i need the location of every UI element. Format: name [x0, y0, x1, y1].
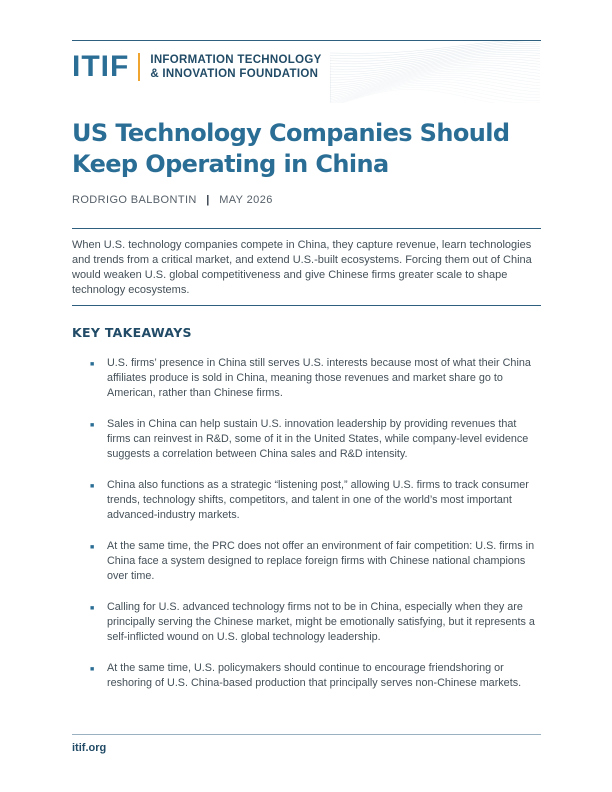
footer-website-link[interactable]: itif.org [72, 742, 107, 754]
itif-logo[interactable] [72, 50, 322, 84]
takeaway-text: China also functions as a strategic “listening post,” allowing U.S. firms to track consumer trends, technology shifts, competitors, and talent in one of the world’s most important advanced-industry markets. [107, 479, 529, 521]
takeaway-item [90, 661, 542, 691]
takeaway-text: At the same time, the PRC does not offer an environment of fair competition: U.S. firms in China face a system designed to replace foreign firms with Chinese national champions over time. [107, 540, 535, 582]
logo-line-1: INFORMATION TECHNOLOGY [150, 54, 322, 66]
key-takeaways-list [90, 356, 542, 707]
publication-date: MAY 2026 [219, 194, 273, 206]
square-bullet-icon: ■ [90, 666, 95, 673]
takeaway-item [90, 539, 542, 584]
square-bullet-icon: ■ [90, 422, 95, 429]
logo-divider [138, 53, 140, 81]
logo-line-2: & INNOVATION FOUNDATION [150, 68, 319, 80]
summary-bottom-rule [72, 305, 541, 306]
takeaway-text: U.S. firms’ presence in China still serves U.S. interests because most of what their China affiliates produce is sold in China, meaning those revenues and market share go to American, rather than Chinese firms. [107, 357, 531, 399]
square-bullet-icon: ■ [90, 483, 95, 490]
takeaway-item [90, 356, 542, 401]
takeaway-text: At the same time, U.S. policymakers should continue to encourage friendshoring or reshoring of U.S. China-based production that principally serves non-Chinese markets. [107, 662, 522, 689]
footer-rule [72, 734, 541, 735]
author-name: RODRIGO BALBONTIN [72, 194, 197, 206]
square-bullet-icon: ■ [90, 544, 95, 551]
summary-top-rule [72, 228, 541, 229]
takeaway-text: Sales in China can help sustain U.S. innovation leadership by providing revenues that firms can reinvest in R&D, some of it in the United States, while company-level evidence suggests a correlation between China sales and R&D intensity. [107, 418, 529, 460]
byline-separator: | [206, 194, 210, 206]
report-title: US Technology Companies Should Keep Operating in China [72, 119, 510, 178]
decorative-wave-pattern [330, 41, 542, 103]
summary-paragraph: When U.S. technology companies compete in China, they capture revenue, learn technologies and trends from a critical market, and extend U.S.-built ecosystems. Forcing them out of China would weaken U.S. global competitiveness and give Chinese firms greater scale to shape technology ecosystems. [72, 239, 532, 296]
byline [72, 194, 273, 206]
square-bullet-icon: ■ [90, 361, 95, 368]
wave-line [330, 41, 540, 56]
takeaway-item [90, 600, 542, 645]
wave-line [330, 41, 540, 53]
takeaway-item [90, 417, 542, 462]
wave-line [330, 65, 540, 88]
takeaway-text: Calling for U.S. advanced technology firms not to be in China, especially when they are principally serving the Chinese market, might be emotionally satisfying, but it represents a self-inflicted wound on U.S. global technology leadership. [107, 601, 535, 643]
logo-wordmark [150, 53, 321, 81]
key-takeaways-heading: KEY TAKEAWAYS [72, 325, 192, 340]
logo-mark: ITIF [72, 50, 130, 83]
square-bullet-icon: ■ [90, 605, 95, 612]
takeaway-item [90, 478, 542, 523]
